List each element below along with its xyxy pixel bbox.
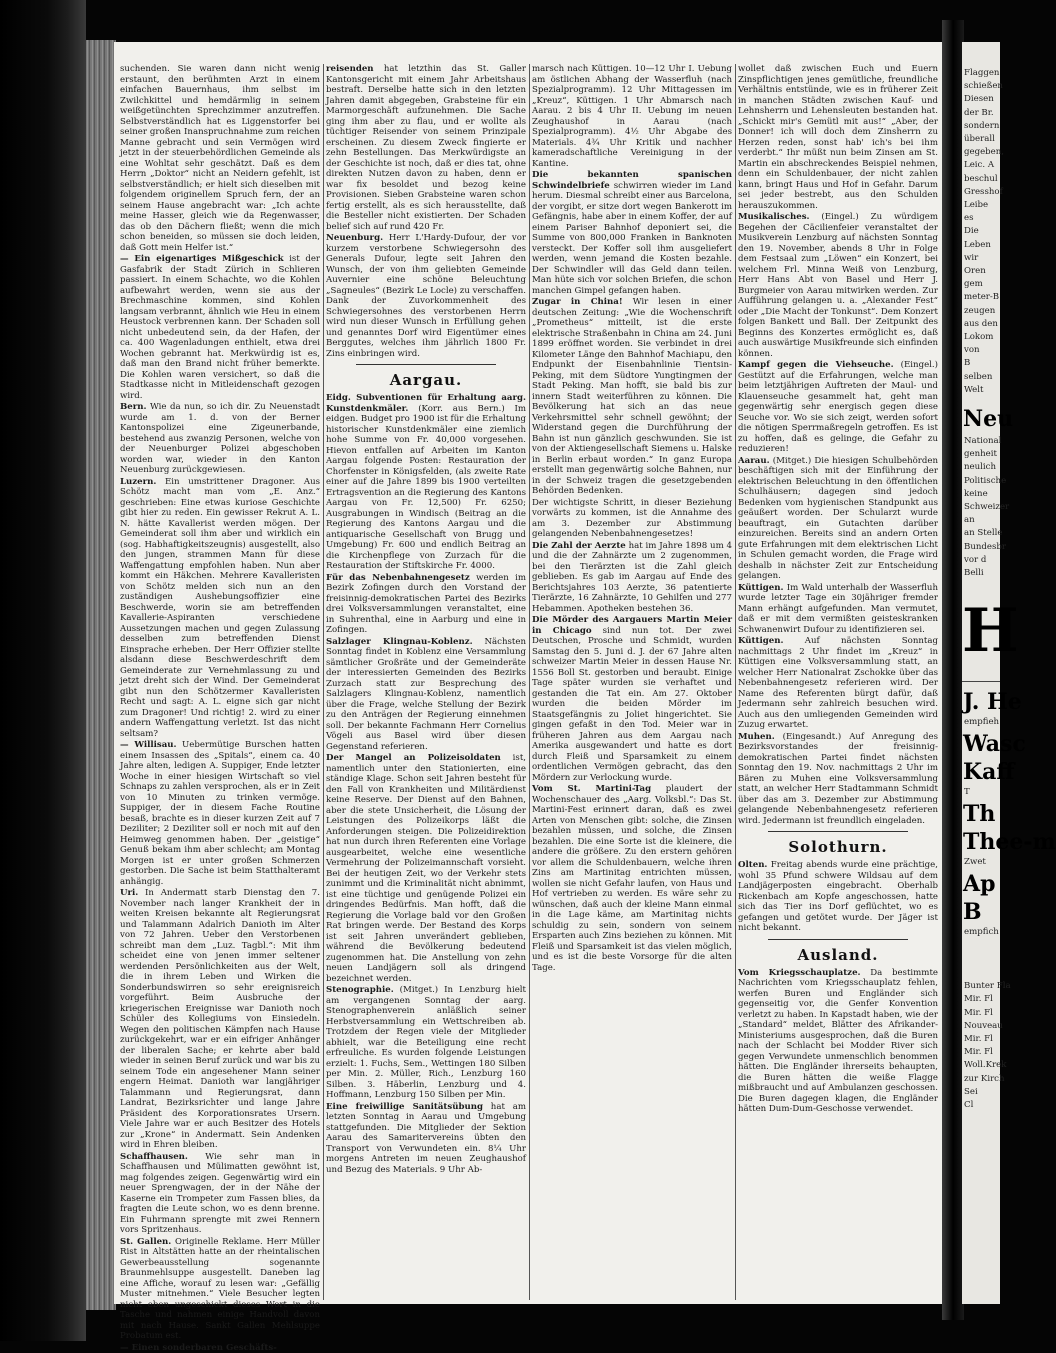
- article-paragraph: [120, 1152, 320, 1236]
- article-paragraph: [738, 212, 938, 359]
- article-text: Auf nächsten Sonntag nachmittags 2 Uhr findet im „Kreuz“ in Küttigen eine Volksversammlung statt, an welcher Herr Nationalrat Zschokke über das Nebenbahnengesetz referieren wird. Der Name des Referenten bürgt dafür, daß Jedermann sehr zahlreich besuchen wird. Auch aus den umliegenden Gemeinden wird Zuzug erwartet.: [738, 636, 938, 730]
- article-paragraph: [532, 64, 732, 169]
- article-lead: Küttigen.: [738, 583, 783, 593]
- adjacent-page-text: von: [964, 345, 980, 356]
- adjacent-page-text: an Stelle: [964, 528, 1002, 539]
- adjacent-page-rule: [962, 681, 1000, 682]
- adjacent-page-strip: [962, 42, 1000, 1304]
- adjacent-page-text: Schweizer: [964, 502, 1009, 513]
- adjacent-page-text: Woll.Krek: [964, 1060, 1006, 1071]
- article-text: ist der Gasfabrik der Stadt Zürich in Schlieren passiert. In einem Schachte, wo die Kohlen aufbewahrt werden, wenn sie aus der Brechmaschine kommen, sind Kohlen langsam verbrannt, ähnlich wie Heu in einem Heustock verbrennen kann. Der Schaden soll nicht unbedeutend sein, da der Hafen, der ca. 400 Wagenladungen enthielt, etwa drei Wochen gebrannt hat. Merkwürdig ist es, daß man den Brand nicht früher bemerkte. Die Kohlen waren versichert, so daß die Stadtkasse nicht in Mitleidenschaft gezogen wird.: [120, 254, 320, 401]
- column-1: [120, 64, 320, 1300]
- adjacent-page-text: Mir. Fl: [964, 1034, 993, 1045]
- page-edges: [86, 40, 116, 1310]
- article-paragraph: [326, 753, 526, 984]
- article-text: marsch nach Küttigen. 10—12 Uhr I. Uebung am östlichen Abhang der Wasserfluh (nach Spezialprogramm). 12 Uhr Mittagessen im „Kreuz“, Küttigen. 1 Uhr Abmarsch nach Aarau. 2 bis 4 Uhr II. Uebung im neuen Zeughaushof in Aarau (nach Spezialprogramm). 4½ Uhr Abgabe des Materials. 4¾ Uhr Kritik und nachher kameradschaftliche Vereinigung in der Kantine.: [532, 64, 732, 169]
- adjacent-page-text: Bundesbr: [964, 542, 1006, 553]
- article-text: (Eingel.) Zu würdigem Begehen der Cäcilienfeier veranstaltet der Musikverein Lenzburg auf nächsten Sonntag den 19. November, abends 8 Uhr in Folge dem Festsaal zum „Löwen“ ein Konzert, bei welchem Frl. Minna Weiß von Lenzburg, Herr Hans Abt von Basel und Herr J. Burgmeier von Aarau mitwirken werden. Zur Aufführung gelangen u. a. „Alexander Fest“ oder „Die Macht der Tonkunst“. Dem Konzert folgen Bankett und Ball. Der Zeitpunkt des Beginns des Konzertes ermöglicht es, daß auch auswärtige Musikfreunde sich einfinden können.: [738, 212, 938, 359]
- article-text: Ein umstrittener Dragoner. Aus Schötz macht man vom „E. Anz.“ geschrieben: Eine etwas kuriose Geschichte gibt hier zu reden. Ein gewisser Rekrut A. L. N. hätte Kavallerist werden mögen. Der Gemeinderat soll ihm aber und wirklich ein (sog. Habhaftigkeitszeugnis) ausgestellt, also den jungen, strammen Mann für diese Waffengattung empfohlen haben. Nun aber kommt ein Häkchen. Mehrere Kavalleristen von Schötz melden sich nun an den zuständigen Aushebungsoffizier eine Beschwerde, worin sie am betreffenden Kavallerie-Aspiranten verschiedene Aussetzungen machen und gegen Zulassung desselben zum betreffenden Dienst Einsprache erheben. Der Herr Offizier stellte alsdann diese Beschwerdeschrift dem Gemeinderate zur Vernehmlassung zu und jetzt dreht sich der Wind. Der Gemeinderat gibt nun den Schötzermer Kavalleristen Recht und sagt: A. L. eigne sich gar nicht zum Dragoner! Und richtig! 2. wird zu einer andern Waffengattung verletzt. Ist das nicht seltsam?: [120, 477, 320, 739]
- adjacent-page-text: Leic. A: [964, 160, 994, 171]
- article-lead: Vom St. Martini-Tag: [532, 784, 651, 794]
- article-text: ist, namentlich unter den Stationierten, eine ständige Klage. Schon seit Jahren besteht für den Fall von Krankheiten und Militärdienst keine Reserve. Der Dienst auf den Bahnen, aber die stete Unsicherheit, die Lösung der Leistungen des Polizeikorps läßt die Anforderungen steigen. Die Polizeidirektion hat nun durch ihren Referenten eine Vorlage ausgearbeitet, welche eine wesentliche Vermehrung der Polizeimannschaft vorsieht. Bei der heutigen Zeit, wo der Verkehr stets zunimmt und die Kriminalität nicht abnimmt, ist eine tüchtige und genügende Polizei ein dringendes Bedürfnis. Man hofft, daß die Regierung die Vorlage bald vor den Großen Rat bringen werde. Der Bestand des Korps ist seit Jahren unverändert geblieben, während die Bevölkerung bedeutend zugenommen hat. Die Anstellung von zehn neuen Landjägern soll als dringend bezeichnet werden.: [326, 753, 526, 984]
- article-paragraph: [120, 477, 320, 740]
- article-lead: Salzlager Klingnau-Koblenz.: [326, 637, 473, 647]
- article-text: Da bestimmte Nachrichten vom Kriegsschauplatz fehlen, werfen Buren und Engländer sich gegenseitig vor, die Genfer Konvention verletzt zu haben. In Kapstadt haben, wie der „Standard“ meldet, Blätter des Afrikander-Ministeriums ausgesprochen, daß die Buren nach der Schlacht bei Modder River sich gegen Verwundete unmenschlich benommen hätten. Die Engländer ihrerseits behaupten, die Buren hätten die weiße Flagge mißbraucht und auf Ambulanzen geschossen. Die Buren dagegen klagen, die Engländer hätten Dum-Dum-Geschosse verwendet.: [738, 968, 938, 1115]
- adjacent-page-ad-text: Zwet: [964, 857, 986, 868]
- column-4: [738, 64, 938, 1300]
- article-text: Nächsten Sonntag findet in Koblenz eine Versammlung sämtlicher Großräte und der Gemeinderäte der interessierten Gemeinden des Bezirks Zurzach statt zur Besprechung des Salzlagers Klingnau-Koblenz, namentlich über die Frage, welche Stellung der Bezirk zu den Anträgen der Regierung einnehmen soll. Der bekannte Fachmann Herr Cornelius Vögeli aus Basel wird über diesen Gegenstand referieren.: [326, 637, 526, 752]
- adjacent-page-ad-text: Th: [963, 801, 995, 827]
- article-lead: Uri.: [120, 888, 138, 898]
- adjacent-page-text: der Br.: [964, 108, 994, 119]
- book-binding: [0, 0, 86, 1341]
- column-container: [120, 64, 936, 1300]
- article-text: Herr L'Hardy-Dufour, der vor kurzem verstorbene Schwiegersohn des Generals Dufour, legte seit Jahren den Wunsch, der von ihm geliebten Gemeinde Auvernier eine schöne Beleuchtung „Sagneules“ (Bezirk Le Locle) zu verschaffen. Dank der Zuvorkommenheit des Schwiegersohnes des verstorbenen Herrn wird nun dieser Wunsch in Erfüllung gehen und genanntes Dorf wird Eigentümer eines Berggutes, welches ihm jährlich 1800 Fr. Zins einbringen wird.: [326, 233, 526, 359]
- adjacent-page-text: schießen: [964, 81, 1003, 92]
- adjacent-page-text: B: [964, 358, 970, 369]
- article-text: In Andermatt starb Dienstag den 7. November nach langer Krankheit der in weiten Kreisen bekannte alt Regierungsrat und Talammann Adalrich Danioth im Alter von 72 Jahren. Ueber den Verstorbenen schreibt man dem „Luz. Tagbl.“: Mit ihm scheidet eine von jenen immer seltener werdenden Persönlichkeiten aus der Welt, die in ihrem Leben und Wirken die Sonderbundswirren so sehr ereignisreich vorgeführt. Beim Ausbruche der kriegerischen Ereignisse war Danioth noch Schüler des Kollegiums von Einsiedeln. Wegen den politischen Kämpfen nach Hause zurückgekehrt, war er ein eifriger Anhänger der liberalen Sache; er kehrte aber bald wieder in seinen Beruf zurück und war bis zu seinem Tode ein angesehener Mann seiner engern Heimat. Danioth war langjähriger Talammann und Regierungsrat, dann Landrat, Bezirksrichter und lange Jahre Präsident des Korporationsrates Ursern. Viele Jahre war er auch Besitzer des Hotels zur „Krone“ in Andermatt. Sein Andenken wird in Ehren bleiben.: [120, 888, 320, 1150]
- article-text: (Mitget.) Die hiesigen Schulbehörden beschäftigen sich mit der Einführung der elektrischen Beleuchtung in den öffentlichen Schulhäusern; dagegen sind jedoch Bedenken vom hygienischen Standpunkt aus geäußert worden. Der Schularzt wurde beauftragt, ein Gutachten darüber einzureichen. Bereits sind an andern Orten gute Erfahrungen mit dem elektrischen Licht in Schulen gemacht worden, die Frage wird deshalb in nächster Zeit zur Entscheidung gelangen.: [738, 456, 938, 582]
- article-paragraph: [532, 615, 732, 783]
- article-text: hat am letzten Sonntag in Aarau und Umgebung stattgefunden. Die Mitglieder der Sektion Aarau des Samaritervereins übten den Transport von Verwundeten ein. 8¼ Uhr morgens Antreten im neuen Zeughaushof und Bezug des Materials. 9 Uhr Ab-: [326, 1102, 526, 1175]
- adjacent-page-text: Mir. Fl: [964, 1047, 993, 1058]
- adjacent-page-text: Gresshof: [964, 187, 1003, 198]
- article-paragraph: [738, 860, 938, 934]
- article-paragraph: [532, 297, 732, 497]
- adjacent-page-large-letter: H: [962, 601, 1019, 661]
- article-paragraph: [532, 541, 732, 615]
- article-text: (Korr. aus Bern.) Im eidgen. Budget pro 1900 ist für die Erhaltung historischer Kunstdenkmäler eine ziemlich hohe Summe von Fr. 40,000 vorgesehen. Hievon entfallen auf Arbeiten im Kanton Aargau folgende Posten: Restauration der Chorfenster in Königsfelden, (als zweite Rate einer auf die Jahre 1899 bis 1900 verteilten Ertragsvention an die Regierung des Kantons Aargau von Fr. 12,500) Fr. 6250; Ausgrabungen in Windisch (Beitrag an die Regierung des Kantons Aargau und die antiquarische Gesellschaft von Brugg und Umgebung) Fr. 600 und endlich Beitrag an die Kirchenpflege von Zurzach für die Restauration der Stiftskirche Fr. 4000.: [326, 404, 526, 572]
- article-text: werden im Bezirk Zofingen durch den Vorstand der freisinnig-demokratischen Partei des Bezirks drei Volksversammlungen veranstaltet, eine in Suhrenthal, eine in Aarburg und eine in Zofingen.: [326, 573, 526, 636]
- adjacent-page-text: gegeben,: [964, 147, 1004, 158]
- column-rule: [735, 64, 736, 1300]
- adjacent-page-text: meter-B: [964, 292, 999, 303]
- article-text: suchenden. Sie waren dann nicht wenig erstaunt, den berühmten Arzt in einem einfachen Bauernhaus, ihm selbst im Zwilchkittel und hemdärmlig in seinem weißgetünchten Sprechzimmer anzutreffen. Selbstverständlich hat es Liggenstorfer bei seiner großen Inanspruchnahme zum reichen Manne gebracht und sein Vermögen wird jetzt in der steuerbehördlichen Gemeinde als eine Wohltat sehr geschätzt. Daß es dem Herrn „Doktor“ nicht an Neidern gefehlt, ist selbstverständlich; er hielt sich dieselben mit folgendem originellem Spruch fern, der an seinem Hause angebracht war: „Ich achte meine Hasser, gleich wie da Regenwasser, das ob den Dächern fließt; wenn die mich schon beneiden, so müssen sie doch leiden, daß Gott mein Helfer ist.“: [120, 64, 320, 253]
- article-text: Im Wald unterhalb der Wasserfluh wurde letzter Tage ein 30jähriger fremder Mann erhängt aufgefunden. Man vermutet, daß er mit dem vermißten geisteskranken Schwanenwirt Dufour zu identifizieren sei.: [738, 583, 938, 635]
- adjacent-page-text: zeugen: [964, 306, 995, 317]
- article-lead: Stenographie.: [326, 985, 394, 995]
- adjacent-page-text: an: [964, 515, 975, 526]
- article-text: Freitag abends wurde eine prächtige, wohl 35 Pfund schwere Wildsau auf dem Landjägerposten eingebracht. Oberhalb Rickenbach am Kopfe angeschossen, hatte sich das Tier ins Dorf geflüchtet, wo es gefangen und getötet wurde. Der Jäger ist nicht bekannt.: [738, 860, 938, 933]
- article-text: hat letzthin das St. Galler Kantonsgericht mit einem Jahr Arbeitshaus bestraft. Derselbe hatte sich in den letzten Jahren damit abgegeben, Grabsteine für ein Marmorgeschäft aufzunehmen. Die Sache ging ihm aber zu flau, und er wollte als tüchtiger Reisender von seinem Prinzipale erscheinen. Zu diesem Zweck fingierte er zehn Bestellungen. Das Merkwürdigste an der Geschichte ist noch, daß er dies tat, ohne direkten Nutzen davon zu haben, denn er war fix besoldet und bezog keine Provisionen. Sieben Grabsteine waren schon fertig erstellt, als es sich herausstellte, daß die Besteller nicht existierten. Der Schaden belief sich auf rund 420 Fr.: [326, 64, 526, 232]
- adjacent-page-ad-text: Ap: [963, 871, 995, 897]
- adjacent-page-text: es: [964, 213, 974, 224]
- adjacent-page-text: beschul: [964, 174, 998, 185]
- article-lead: — Ein eigenartiges Mißgeschick: [120, 254, 284, 264]
- adjacent-page-ad-text: empfieh: [964, 717, 999, 728]
- article-text: schwirren wieder im Land herum. Diesmal schreibt einer aus Barcelona, der vorgibt, er sitze dort wegen Bankerott im Gefängnis, habe aber in einem Koffer, der auf einem Pariser Bahnhof deponiert sei, die Summe von 800,000 Franken in Banknoten versteckt. Der Koffer soll ihm ausgeliefert werden, wenn jemand die Kosten bezahle. Der Schwindler will das Geld dann teilen. Man hüte sich vor solchen Briefen, die schon manchen Gimpel gefangen haben.: [532, 181, 732, 296]
- article-text: Originelle Reklame. Herr Müller Rist in Altstätten hatte an der rheintalischen Gewerbeausstellung sogenannte Braunmehlsuppe ausgestellt. Daneben lag eine Affiche, worauf zu lesen war: „Gefällig Muster mitnehmen.“ Viele Besucher legten nicht eben ungeschickt dieses Wort in die Tasche und nahmen einige Handvoll davon mit nach Hause. Sankt Gallen Mehlsuppe Probatum est.: [120, 1237, 320, 1342]
- page-gutter: [942, 20, 964, 1320]
- article-lead: Bern.: [120, 402, 147, 412]
- article-lead: Olten.: [738, 860, 767, 870]
- article-text: Wir lesen in einer deutschen Zeitung: „Wie die Wochenschrift „Prometheus“ mitteilt, ist die erste elektrische Straßenbahn in China am 24. Juni 1899 eröffnet worden. Sie verbindet in drei Kilometer Länge den Bahnhof Machiapu, den Endpunkt der Eisenbahnlinie Tientsin-Peking, mit dem Südtore Yungtingmen der Stadt Peking. Man hofft, sie bald bis zur innern Stadt weiterführen zu können. Die Bevölkerung hat sich an das neue Verkehrsmittel sehr schnell gewöhnt; der Widerstand gegen die Durchführung der Bahn ist nun gänzlich geschwunden. Sie ist von der Aktiengesellschaft Siemens u. Halske in Berlin erbaut worden.“ In ganz Europa erstellt man gegenwärtig solche Bahnen, nur in der Schweiz tragen die gesetzgebenden Behörden Bedenken.: [532, 297, 732, 496]
- adjacent-page-text: Nouveau: [964, 1021, 1003, 1032]
- article-paragraph: [326, 393, 526, 572]
- article-lead: — Willisau.: [120, 740, 177, 750]
- adjacent-page-text: keine: [964, 489, 988, 500]
- article-paragraph: [326, 64, 526, 232]
- article-paragraph: [326, 1102, 526, 1176]
- article-lead: Muhen.: [738, 732, 775, 742]
- adjacent-page-text: sondern: [964, 121, 999, 132]
- adjacent-page-text: gem: [964, 279, 983, 290]
- adjacent-page-ad-text: J. He: [963, 689, 1022, 715]
- article-lead: Eine freiwillige Sanitätsübung: [326, 1102, 483, 1112]
- article-text: Der wichtigste Schritt, in dieser Beziehung vorwärts zu kommen, ist die Annahme des am 3. Dezember zur Abstimmung gelangenden Nebenbahnengesetzes!: [532, 498, 732, 540]
- adjacent-page-text: selben: [964, 372, 992, 383]
- article-paragraph: [532, 784, 732, 973]
- article-lead: Aarau.: [738, 456, 770, 466]
- article-lead: reisenden: [326, 64, 374, 74]
- article-paragraph: [326, 637, 526, 753]
- section-divider: [356, 364, 496, 365]
- article-lead: Schaffhausen.: [120, 1152, 188, 1162]
- article-text: hat im Jahre 1898 um 4 und die der Zahnärzte um 2 zugenommen, bei den Tierärzten ist die Zahl gleich geblieben. Es gab im Aargau auf Ende des Berichtsjahres 103 Aerzte, 36 patentierte Tierärzte, 16 Zahnärzte, 10 Gehilfen und 277 Hebammen. Apotheken bestehen 36.: [532, 541, 732, 614]
- adjacent-page-text: zur Kirch: [964, 1074, 1005, 1085]
- adjacent-page-text: Flaggen: [964, 68, 999, 79]
- adjacent-page-text: aus den: [964, 319, 998, 330]
- article-paragraph: [120, 888, 320, 1151]
- article-paragraph: [738, 64, 938, 211]
- article-text: Wie da nun, so ich dir. Zu Neuenstadt wurde am 1. d. von der Berner Kantonspolizei eine Zigeunerbande, bestehend aus zwanzig Personen, welche von der Neuenburger Polizei abgeschoben worden war, wieder in den Kanton Neuenburg zurückgewiesen.: [120, 402, 320, 475]
- article-lead: Vom Kriegsschauplatze.: [738, 968, 861, 978]
- adjacent-page-ad-text: empfich: [964, 927, 999, 938]
- article-paragraph: [326, 573, 526, 636]
- column-rule: [529, 64, 530, 1300]
- article-paragraph: [120, 254, 320, 401]
- adjacent-page-ad-text: Thee-m: [963, 829, 1056, 855]
- adjacent-page-text: Leibe: [964, 200, 988, 211]
- adjacent-page-text: Diesen: [964, 94, 994, 105]
- article-paragraph: [532, 170, 732, 296]
- adjacent-page-text: Mir. Fl: [964, 994, 993, 1005]
- article-text: Wie sehr man in Schaffhausen und Mülimatten gewöhnt ist, mag folgendes zeigen. Gegenwärtig wird ein neuer Sprengwagen, der in der Nähe der Kaserne ein Trompeter zum Fassen blies, da fragten die Leute schon, wo es denn brenne. Ein Fuhrmann sprengte mit zwei Rennern vors Spritzenhaus.: [120, 1152, 320, 1236]
- section-heading: Aargau.: [326, 371, 526, 389]
- article-lead: Für das Nebenbahnengesetz: [326, 573, 470, 583]
- article-lead: Eidg. Subventionen für Erhaltung aarg. Kunstdenkmäler.: [326, 393, 526, 414]
- article-paragraph: [120, 402, 320, 476]
- article-paragraph: [326, 233, 526, 359]
- article-paragraph: [738, 968, 938, 1115]
- adjacent-page-ad-text: Kaff: [963, 759, 1014, 785]
- article-lead: Die Zahl der Aerzte: [532, 541, 626, 551]
- article-lead: — Einen sonderbaren Geschäfts-: [120, 1343, 277, 1353]
- adjacent-page-text: vor d: [964, 555, 986, 566]
- section-heading: Ausland.: [738, 946, 938, 964]
- article-lead: Musikalisches.: [738, 212, 810, 222]
- article-text: (Eingel.) Gestützt auf die Erfahrungen, welche man beim letztjährigen Auftreten der Maul- und Klauenseuche gesammelt hat, geht man gegenwärtig sehr energisch gegen diese Seuche vor. Wo sie sich zeigt, werden sofort die nötigen Sperrmaßregeln getroffen. Es ist zu hoffen, daß es gelinge, die Gefahr zu reduzieren!: [738, 360, 938, 454]
- adjacent-page-text: Die: [964, 226, 979, 237]
- article-text: (Eingesandt.) Auf Anregung des Bezirksvorstandes der freisinnig-demokratischen Partei findet nächsten Sonntag den 19. Nov. nachmittags 2 Uhr im Bären zu Muhen eine Volksversammlung statt, an welcher Herr Stadtammann Schmidt über das am 3. Dezember zur Abstimmung gelangende Nebenbahnengesetz referieren wird. Jedermann ist freundlich eingeladen.: [738, 732, 938, 826]
- column-3: [532, 64, 732, 1300]
- adjacent-page-text: National: [964, 436, 1001, 447]
- adjacent-page-text: Politische: [964, 476, 1006, 487]
- article-paragraph: [738, 732, 938, 827]
- adjacent-page-text: Cl: [964, 1100, 973, 1111]
- adjacent-page-ad-text: B: [963, 899, 982, 925]
- article-paragraph: [532, 498, 732, 540]
- article-text: plaudert der Wochenschauer des „Aarg. Volksbl.“: Das St. Martini-Fest erinnert daran, daß es zwei Arten von Menschen gibt: solche, die Zinsen bezahlen müssen, und solche, die Zinsen bezahlen. Die eine Sorte ist die kleinere, die andere die größere. Zu den erstern gehören vor allem die Schuldenbauern, welche ihren Zins am Martinitag entrichten müssen, wollen sie nicht Gefahr laufen, von Haus und Hof vertrieben zu werden. Es wäre sehr zu wünschen, daß auch der kleine Mann einmal in die Lage käme, am Martinitag nichts schuldig zu sein, sondern von seinem Ersparten auch Zins beziehen zu können. Mit Fleiß und Sparsamkeit ist das vielen möglich, und es ist die beste Vorsorge für die alten Tage.: [532, 784, 732, 973]
- article-lead: Zugar in China!: [532, 297, 623, 307]
- adjacent-page-text: neulich: [964, 462, 996, 473]
- article-paragraph: [120, 740, 320, 887]
- article-lead: Die bekannten spanischen Schwindelbriefe: [532, 170, 732, 191]
- article-paragraph: [326, 985, 526, 1101]
- article-lead: Küttigen.: [738, 636, 783, 646]
- article-paragraph: [120, 1343, 320, 1353]
- article-paragraph: [120, 1237, 320, 1342]
- column-2: [326, 64, 526, 1300]
- adjacent-page-text: Belli: [964, 568, 984, 579]
- adjacent-page-text: überall: [964, 134, 995, 145]
- article-lead: Kampf gegen die Viehseuche.: [738, 360, 894, 370]
- article-lead: St. Gallen.: [120, 1237, 171, 1247]
- adjacent-page-text: wir: [964, 253, 978, 264]
- article-paragraph: [738, 360, 938, 455]
- article-text: Uebermütige Burschen hatten einem Insassen des „Spitals“, einem ca. 40 Jahre alten, ledigen A. Suppiger, Ende letzter Woche in einer hiesigen Wirtschaft so viel Schnaps zu zahlen versprochen, als er in Zeit von 10 Minuten zu trinken vermöge. Suppiger, der in diesem Fache Routine besaß, brachte es in dieser kurzen Zeit auf 7 Deziliter; 2 Deziliter soll er noch mit auf den Heimweg genommen haben. Der „geistige“ Genuß bekam ihm aber schlecht; am Montag Morgen ist er unter großen Schmerzen gestorben. Die Sache ist beim Statthalteramt anhängig.: [120, 740, 320, 887]
- adjacent-page-text: Bunter Fla: [964, 981, 1011, 992]
- adjacent-page-text: Lokom: [964, 332, 993, 343]
- adjacent-page-text: Mir. Fl: [964, 1008, 993, 1019]
- article-text: (Mitget.) In Lenzburg hielt am vergangenen Sonntag der aarg. Stenographenverein anläßlich seiner Herbstversammlung ein Wettschreiben ab. Trotzdem der Regen viele der Mitglieder abhielt, war die Beteiligung eine recht erfreuliche. Es wurden folgende Leistungen erzielt: 1. Fuchs, Sem., Wettingen 180 Silben per Min. 2. Müller, Rich., Lenzburg 160 Silben. 3. Häberlin, Lenzburg und 4. Hoffmann, Lenzburg 150 Silben per Min.: [326, 985, 526, 1100]
- section-divider: [768, 831, 908, 832]
- adjacent-page-text: Welt: [964, 385, 983, 396]
- adjacent-page-text: Sei: [964, 1087, 978, 1098]
- article-paragraph: [738, 636, 938, 731]
- adjacent-page-headline: Neu: [963, 406, 1013, 432]
- adjacent-page-ad-text: T: [964, 787, 970, 798]
- adjacent-page-text: genheit: [964, 449, 997, 460]
- section-heading: Solothurn.: [738, 838, 938, 856]
- column-rule: [323, 64, 324, 1300]
- adjacent-page-ad-text: Wasc: [963, 731, 1026, 757]
- article-lead: Neuenburg.: [326, 233, 383, 243]
- adjacent-page-text: Oren: [964, 266, 986, 277]
- article-paragraph: [738, 456, 938, 582]
- article-paragraph: [120, 64, 320, 253]
- newspaper-page: [114, 42, 942, 1304]
- adjacent-page-text: Leben: [964, 240, 991, 251]
- article-text: wollet daß zwischen Euch und Euern Zinspflichtigen jenes gemütliche, freundliche Verhältnis entstünde, wie es in früherer Zeit in manchen Städten zwischen Kauf- und Lehnsherrn und Lehensleuten bestanden hat. „Schickt mir's Gemütl mit aus!“ „Aber, der Donner! ich will doch dem Zinsherrn zu Herzen reden, sonst hab' ich's bei ihm verderbt.“ Ihr müßt nun beim Zinsen am St. Martin ein abschreckendes Beispiel nehmen, denn ein Schuldenbauer, der nicht zahlen kann, bringt Haus und Hof in Gefahr. Darum sei jeder bestrebt, aus den Schulden herauszukommen.: [738, 64, 938, 211]
- article-paragraph: [738, 583, 938, 636]
- section-divider: [768, 939, 908, 940]
- article-lead: Luzern.: [120, 477, 156, 487]
- article-lead: Der Mangel an Polizeisoldaten: [326, 753, 501, 763]
- article-lead: Die Mörder des Aargauers Martin Meier in Chicago: [532, 615, 732, 636]
- article-text: sind nun tot. Der zwei Deutschen, Prosche und Schmidt, wurden Samstag den 5. Juni d. J. der 67 Jahre alten schweizer Martin Meier in dessen Hause Nr. 1556 Boll St. gestorben und beraubt. Einige Tage später wurden sie verhaftet und gestanden die Tat ein. Am 27. Oktober wurden die beiden Mörder im Staatsgefängnis zu Joliet hingerichtet. Sie gingen gefaßt in den Tod. Meier war in früheren Jahren aus dem Aargau nach Amerika ausgewandert und hatte es dort durch Fleiß und Sparsamkeit zu einem ordentlichen Vermögen gebracht, das den Mördern zur Verlockung wurde.: [532, 626, 732, 783]
